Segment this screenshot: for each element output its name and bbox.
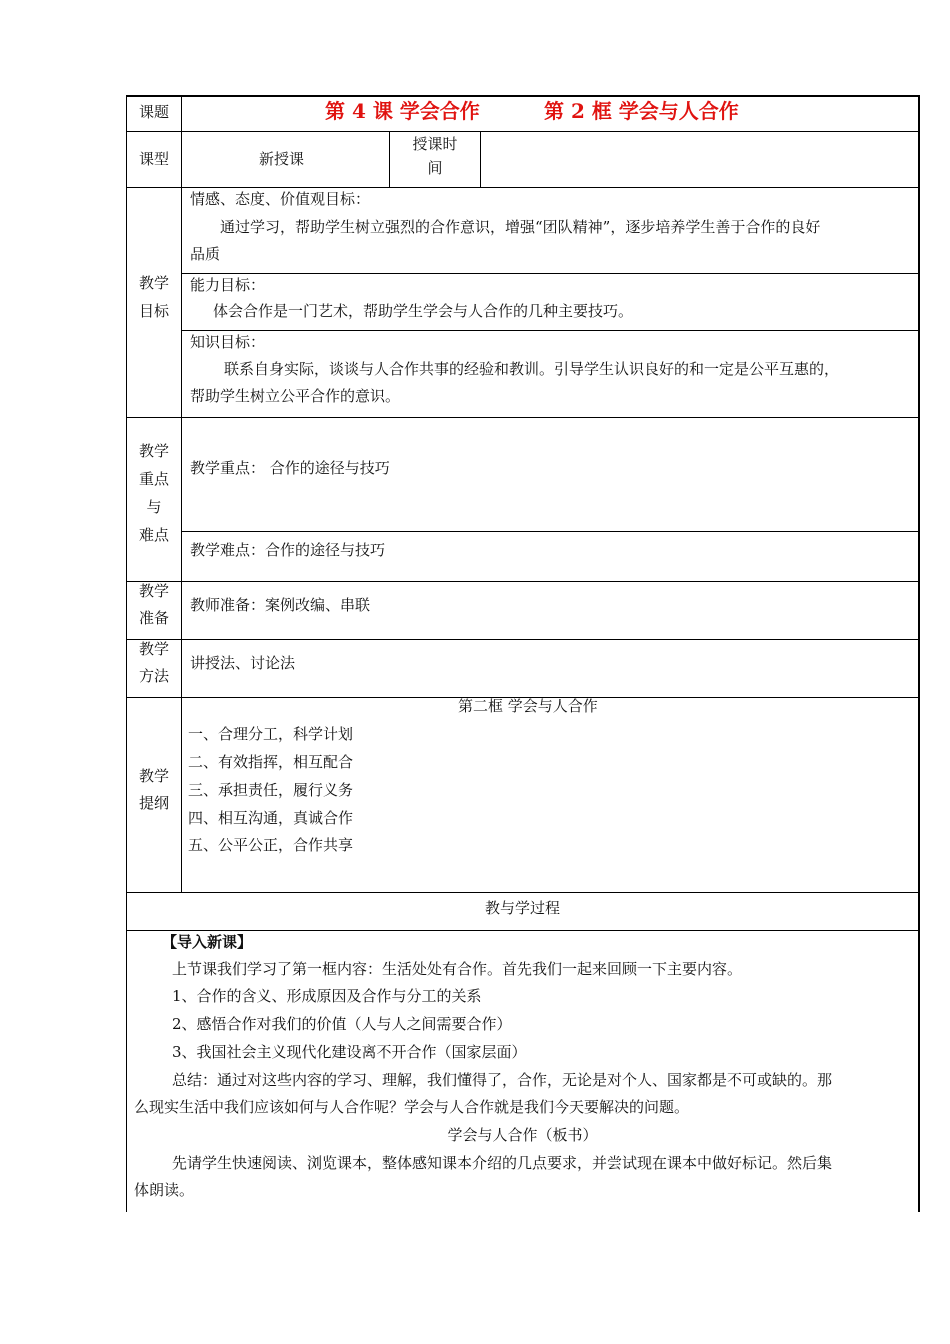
goal-subdivider (181, 330, 919, 331)
prep-label-line2: 准备 (138, 609, 169, 627)
goal-subdivider (181, 273, 919, 274)
table-border-right (918, 95, 920, 1212)
outline-item: 四、相互沟通，真诚合作 (188, 809, 354, 827)
board-title: 学会与人合作（板书） (447, 1126, 598, 1144)
time-label-line1: 授课时 (412, 135, 458, 153)
knowledge-goal-heading: 知识目标： (190, 333, 266, 351)
outline-title: 第二框 学会与人合作 (458, 697, 598, 715)
emotion-goal-line1: 通过学习，帮助学生树立强烈的合作意识，增强“团队精神”，逐步培养学生善于合作的良好 (220, 218, 821, 236)
intro-title: 【导入新课】 (162, 933, 253, 951)
topic-label: 课题 (138, 103, 169, 121)
method-text: 讲授法、讨论法 (190, 654, 296, 672)
outline-item: 三、承担责任，履行义务 (188, 781, 354, 799)
ability-goal-text: 体会合作是一门艺术，帮助学生学会与人合作的几种主要技巧。 (213, 302, 634, 320)
focus-subdivider (181, 531, 919, 532)
emotion-goal-line2: 品质 (190, 245, 221, 263)
outline-label-line1: 教学 (138, 767, 169, 785)
row-divider (126, 639, 919, 640)
goals-label-line2: 目标 (138, 302, 169, 320)
focus-label-1: 教学 (138, 442, 169, 460)
knowledge-goal-line2: 帮助学生树立公平合作的意识。 (190, 387, 401, 405)
label-column-divider (181, 95, 182, 892)
focus-label-2: 重点 (138, 470, 169, 488)
prep-label-line1: 教学 (138, 582, 169, 600)
prep-text: 教师准备：案例改编、串联 (190, 596, 371, 614)
row-divider (126, 187, 919, 188)
goals-label-line1: 教学 (138, 274, 169, 292)
time-label-line2: 间 (427, 159, 443, 177)
row-divider (126, 581, 919, 582)
review-point: 1、合作的含义、形成原因及合作与分工的关系 (172, 987, 482, 1005)
row-divider (126, 930, 919, 931)
method-label-line2: 方法 (138, 667, 169, 685)
reading-line1: 先请学生快速阅读、浏览课本，整体感知课本介绍的几点要求，并尝试现在课本中做好标记。然后集 (172, 1154, 833, 1172)
knowledge-goal-line1: 联系自身实际，谈谈与人合作共事的经验和教训。引导学生认识良好的和一定是公平互惠的， (224, 360, 840, 378)
method-label-line1: 教学 (138, 640, 169, 658)
review-point: 2、感悟合作对我们的价值（人与人之间需要合作） (172, 1015, 512, 1033)
outline-label-line2: 提纲 (138, 794, 169, 812)
intro-paragraph: 上节课我们学习了第一框内容：生活处处有合作。首先我们一起来回顾一下主要内容。 (172, 960, 743, 978)
ability-goal-heading: 能力目标： (190, 276, 266, 294)
row-divider (126, 417, 919, 418)
summary-line2: 么现实生活中我们应该如何与人合作呢？学会与人合作就是我们今天要解决的问题。 (134, 1098, 690, 1116)
key-point-text: 教学重点： 合作的途径与技巧 (190, 459, 390, 477)
outline-item: 二、有效指挥，相互配合 (188, 753, 354, 771)
frame-title: 第 2 框 学会与人合作 (544, 99, 739, 123)
difficulty-text: 教学难点：合作的途径与技巧 (190, 541, 386, 559)
row-divider (126, 131, 919, 132)
reading-line2: 体朗读。 (134, 1181, 195, 1199)
focus-label-4: 难点 (138, 526, 169, 544)
type-label: 课型 (138, 150, 169, 168)
focus-label-3: 与 (146, 498, 162, 516)
outline-item: 一、合理分工，科学计划 (188, 725, 354, 743)
emotion-goal-heading: 情感、态度、价值观目标： (190, 190, 371, 208)
summary-line1: 总结：通过对这些内容的学习、理解，我们懂得了，合作，无论是对个人、国家都是不可或缺的。那 (172, 1071, 833, 1089)
outline-item: 五、公平公正，合作共享 (188, 836, 354, 854)
row-divider (126, 892, 919, 893)
table-border-top (126, 95, 919, 97)
process-heading: 教与学过程 (484, 899, 560, 917)
lesson-title: 第 4 课 学会合作 (325, 99, 480, 123)
review-point: 3、我国社会主义现代化建设离不开合作（国家层面） (172, 1043, 527, 1061)
time-value-divider (480, 131, 481, 187)
type-value: 新授课 (259, 150, 305, 168)
